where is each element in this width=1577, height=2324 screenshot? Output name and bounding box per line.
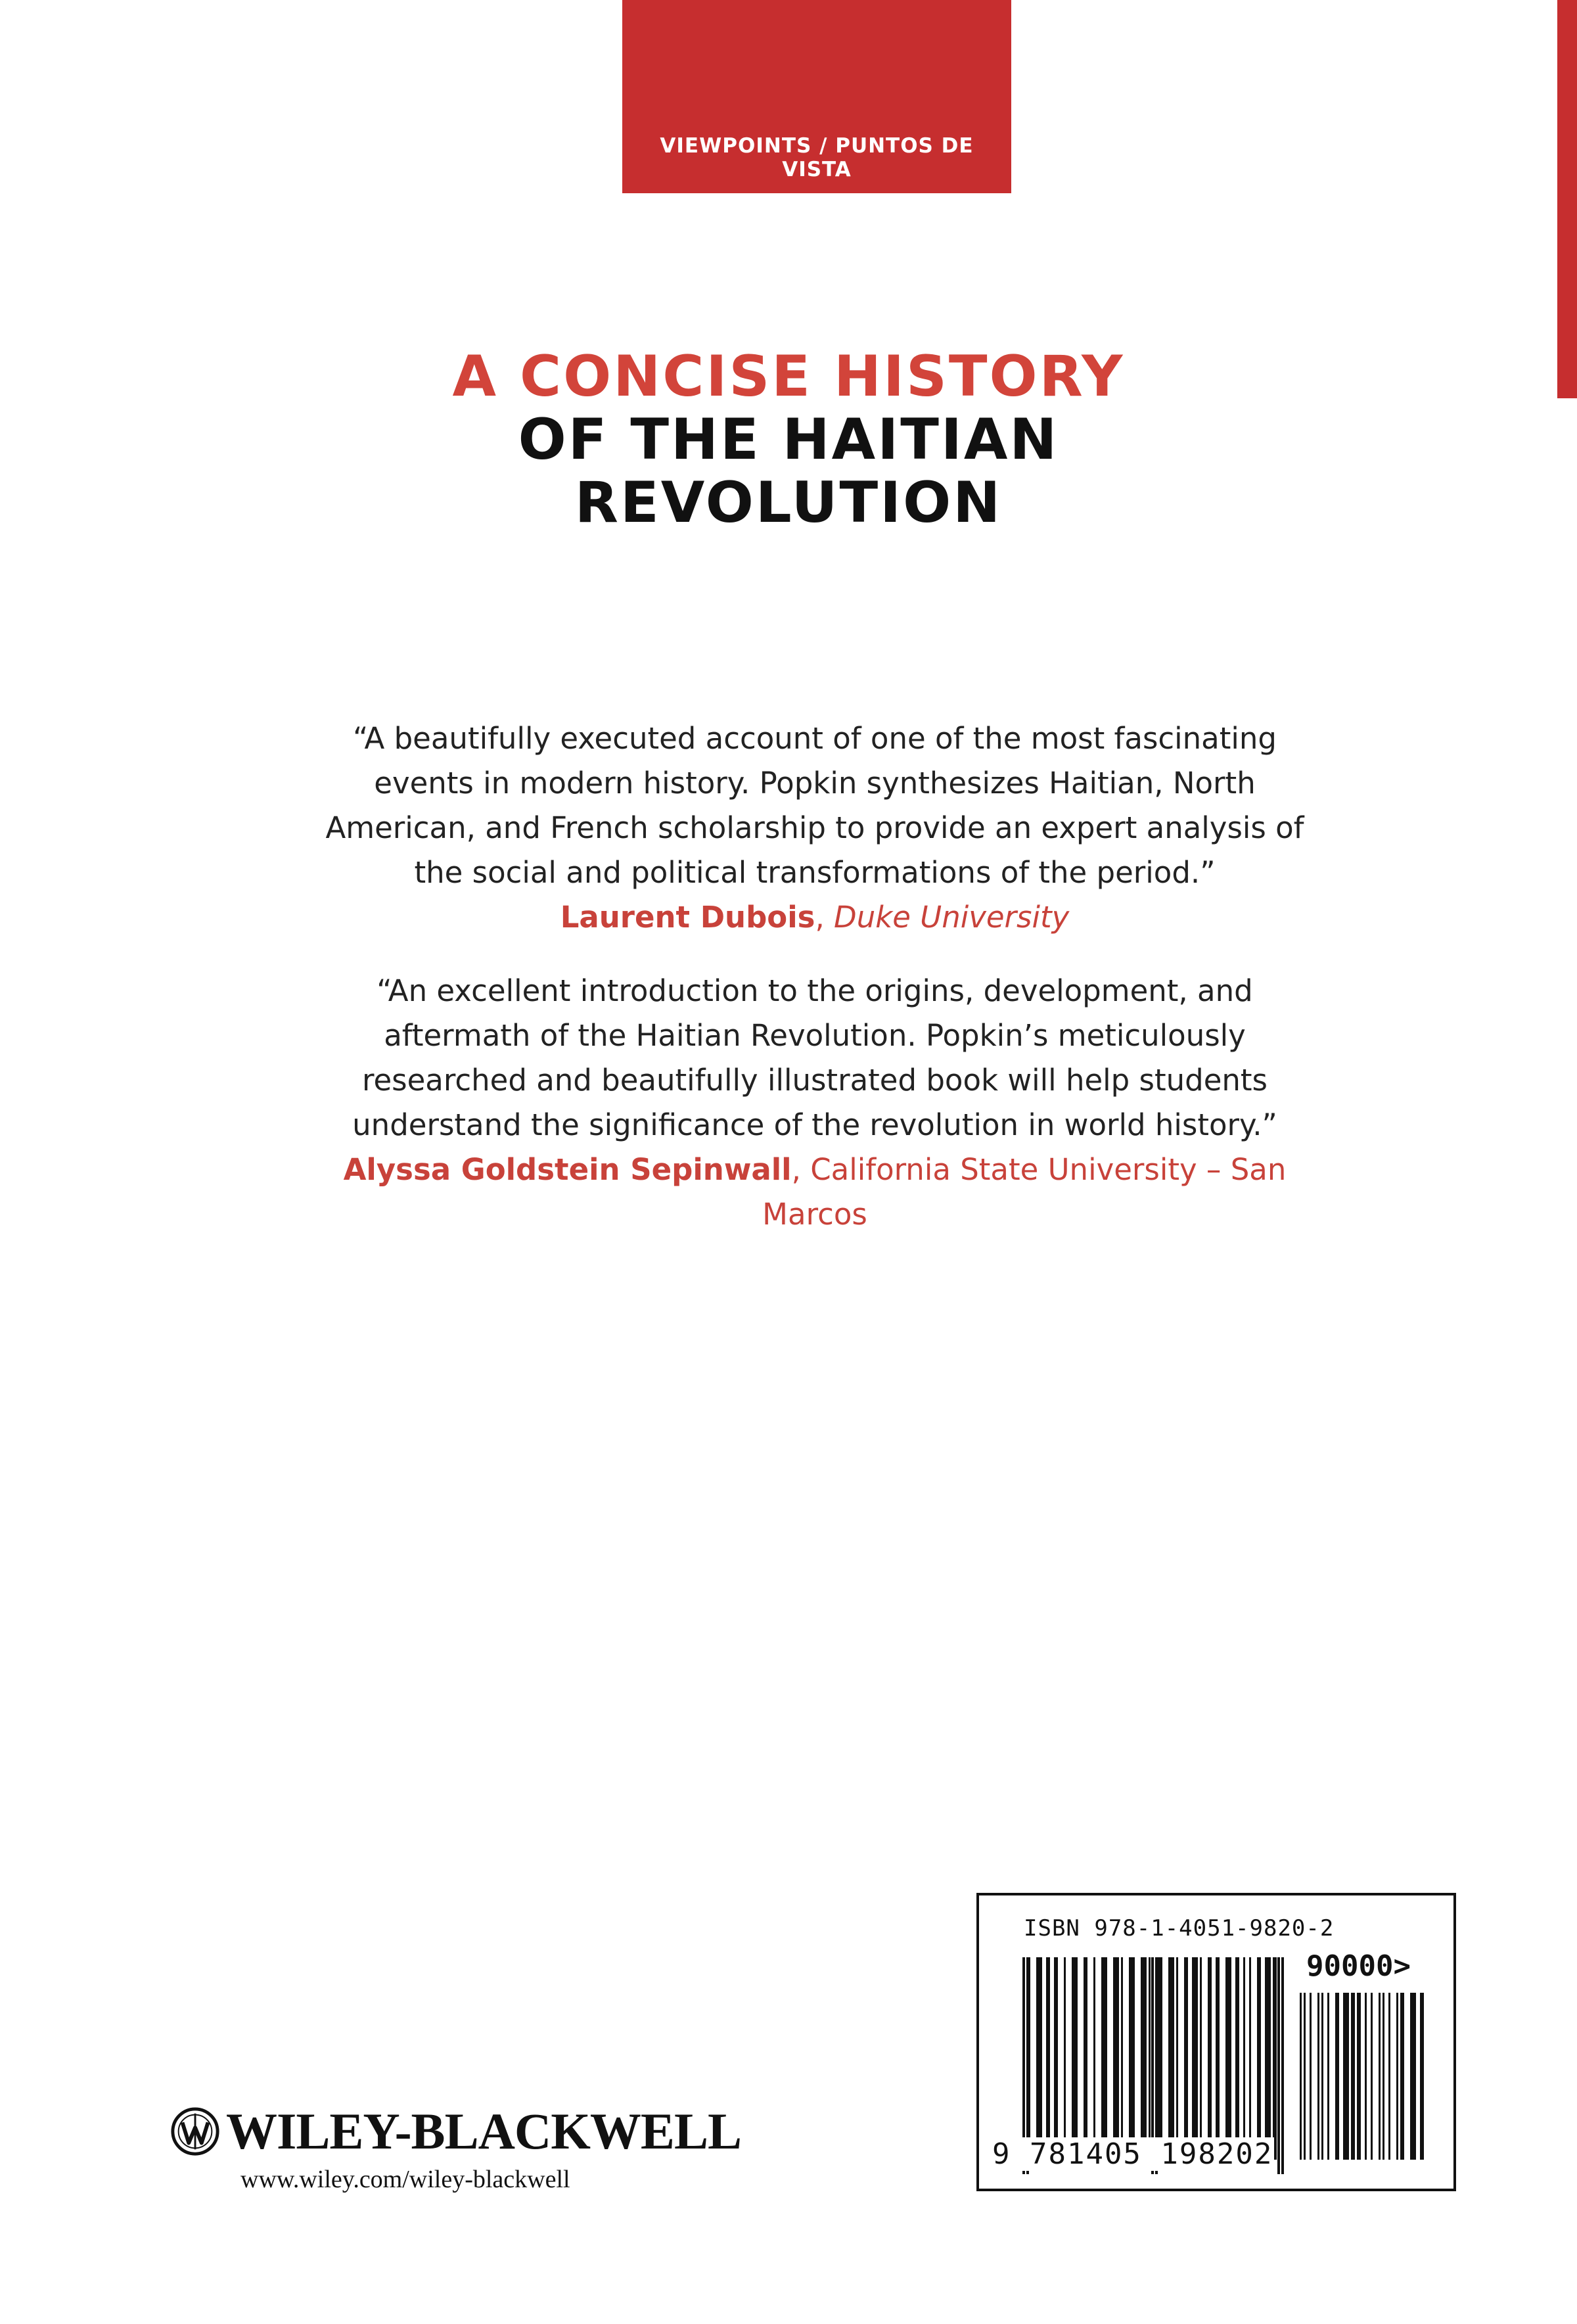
endorsement-attribution: Alyssa Goldstein Sepinwall, California State University – San Marcos <box>343 1152 1287 1232</box>
endorser-name: Alyssa Goldstein Sepinwall <box>343 1152 792 1187</box>
publisher-name: WILEY-BLACKWELL <box>226 2103 742 2160</box>
publisher-url: www.wiley.com/wiley-blackwell <box>240 2166 570 2193</box>
isbn-text: ISBN 978-1-4051-9820-2 <box>1024 1915 1335 1941</box>
title-line-1: A CONCISE HISTORY <box>452 344 1125 409</box>
endorsement-quote: “An excellent introduction to the origins, development, and aftermath of the Haitian Revolution. Popkin’s meticulously researched and beautifully illustrated book will help students understand the significance of the revolution in world history.” <box>352 973 1277 1142</box>
endorsement-quote: “A beautifully executed account of one of the most fascinating events in modern history. Popkin synthesizes Haitian, North American, and French scholarship to provide an expert analysis of the social and political transformations of the period.” <box>325 721 1304 890</box>
series-label: VIEWPOINTS / PUNTOS DE VISTA <box>660 134 974 181</box>
series-tab <box>622 0 1011 193</box>
publisher-imprint <box>170 2102 761 2194</box>
wiley-logo-icon <box>170 2106 221 2157</box>
title-line-3: REVOLUTION <box>574 470 1003 536</box>
endorser-name: Laurent Dubois <box>560 900 815 935</box>
book-title <box>0 345 1577 534</box>
endorsement <box>289 716 1340 940</box>
ean-digits: 9 781405 198202 <box>992 2137 1273 2171</box>
endorsement-attribution: Laurent Dubois, Duke University <box>560 900 1070 935</box>
price-code: 90000> <box>1306 1949 1411 1983</box>
endorser-affiliation: Duke University <box>834 900 1070 935</box>
edge-color-strip <box>1557 0 1577 398</box>
endorser-affiliation: California State University – San Marcos <box>762 1152 1287 1232</box>
endorsements <box>289 716 1340 1266</box>
endorsement <box>289 969 1340 1237</box>
title-line-2: OF THE HAITIAN <box>518 407 1059 473</box>
isbn-barcode <box>976 1893 1456 2191</box>
